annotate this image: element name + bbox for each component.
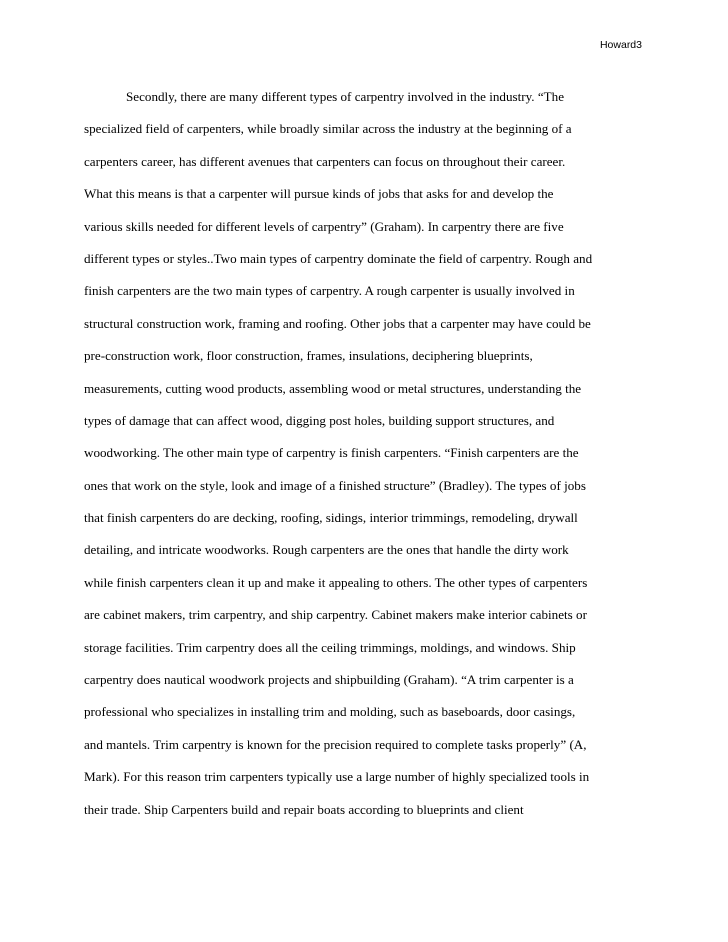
paragraph-line: professional who specializes in installing trim and molding, such as baseboards, door casings, [84,704,576,720]
paragraph-line: and mantels. Trim carpentry is known for the precision required to complete tasks properly” (A, [84,736,587,752]
paragraph-line: are cabinet makers, trim carpentry, and ship carpentry. Cabinet makers make interior cabinets or [84,607,587,623]
paragraph-line: Mark). For this reason trim carpenters typically use a large number of highly specialized tools in [84,769,590,785]
paragraph-line: structural construction work, framing and roofing. Other jobs that a carpenter may have could be [84,315,591,331]
body-paragraph [84,81,654,826]
paragraph-line: carpentry does nautical woodwork projects and shipbuilding (Graham). “A trim carpenter is a [84,672,574,688]
paragraph-line: What this means is that a carpenter will pursue kinds of jobs that asks for and develop the [84,186,554,202]
paragraph-line: woodworking. The other main type of carpentry is finish carpenters. “Finish carpenters are the [84,445,579,461]
paragraph-line: different types or styles..Two main types of carpentry dominate the field of carpentry. Rough and [84,250,593,266]
running-head: Howard3 [599,39,642,51]
paragraph-line: their trade. Ship Carpenters build and repair boats according to blueprints and client [84,801,524,817]
paragraph-line: ones that work on the style, look and image of a finished structure” (Bradley). The types of jobs [84,477,586,493]
paragraph-line: detailing, and intricate woodworks. Rough carpenters are the ones that handle the dirty work [84,542,569,558]
paragraph-line: storage facilities. Trim carpentry does all the ceiling trimmings, moldings, and windows. Ship [84,639,576,655]
paragraph-line: various skills needed for different levels of carpentry” (Graham). In carpentry there are five [84,218,564,234]
paragraph-line: Secondly, there are many different types of carpentry involved in the industry. “The [126,89,565,104]
paragraph-line: measurements, cutting wood products, assembling wood or metal structures, understanding the [84,380,582,396]
paragraph-line: pre-construction work, floor construction, frames, insulations, deciphering blueprints, [84,348,533,364]
paragraph-line: while finish carpenters clean it up and make it appealing to others. The other types of carpenters [84,574,588,590]
paragraph-line: carpenters career, has different avenues that carpenters can focus on throughout their career. [84,153,566,169]
paragraph-line: specialized field of carpenters, while broadly similar across the industry at the beginning of a [84,121,572,137]
paragraph-line: that finish carpenters do are decking, roofing, sidings, interior trimmings, remodeling, drywall [84,510,578,526]
paragraph-line: types of damage that can affect wood, digging post holes, building support structures, and [84,412,555,428]
paragraph-line: finish carpenters are the two main types of carpentry. A rough carpenter is usually involved in [84,283,575,299]
